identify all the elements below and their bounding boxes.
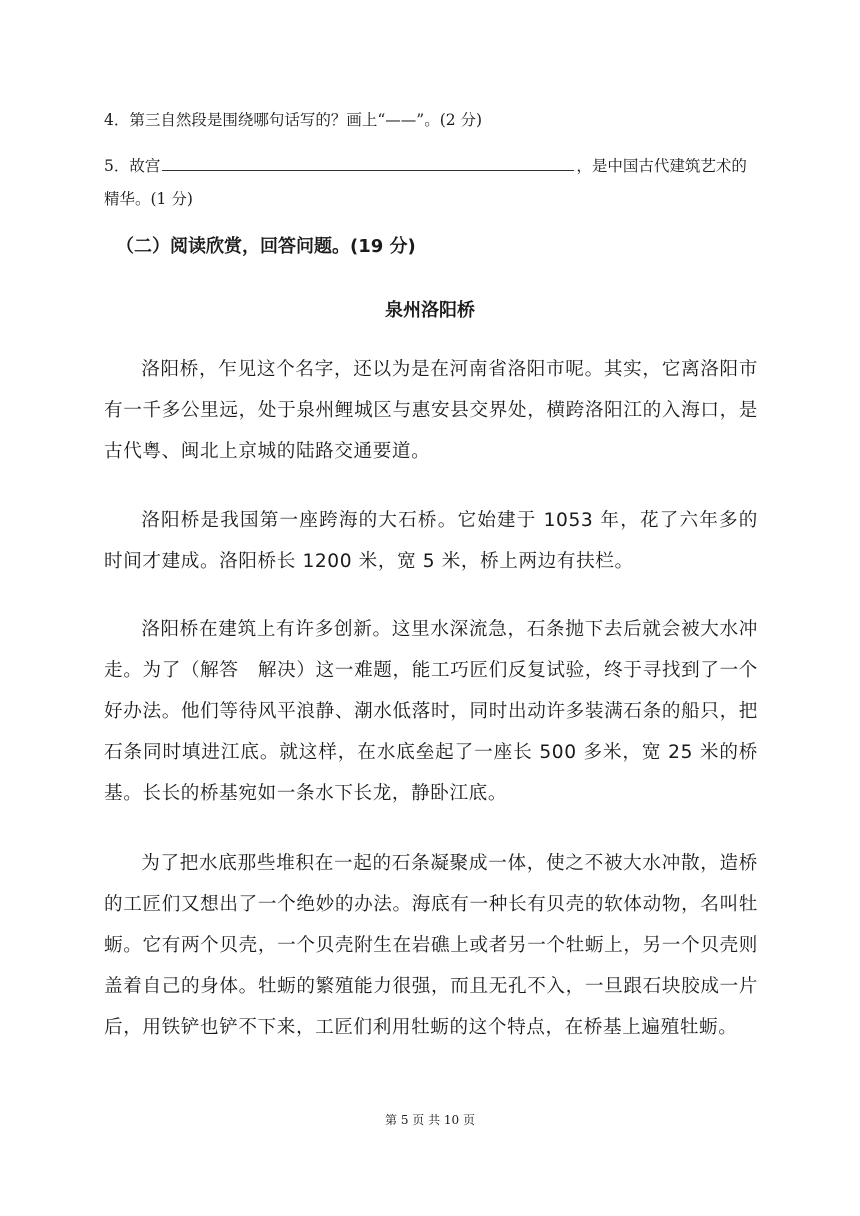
question-5 bbox=[104, 150, 760, 216]
article-title: 泉州洛阳桥 bbox=[385, 300, 475, 321]
question-4: 4．第三自然段是围绕哪句话写的？画上“——”。(2 分) bbox=[104, 111, 483, 129]
section-heading: （二）阅读欣赏，回答问题。(19 分) bbox=[116, 236, 416, 257]
question-5-suffix: ，是中国古代建筑艺术的精华。(1 分) bbox=[104, 157, 747, 208]
article-paragraph-4: 为了把水底那些堆积在一起的石条凝聚成一体，使之不被大水冲散，造桥的工匠们又想出了一个绝妙的办法。海底有一种长有贝壳的软体动物，名叫牡蛎。它有两个贝壳，一个贝壳附生在岩礁上或者另一个牡蛎上，另一个贝壳则盖着自己的身体。牡蛎的繁殖能力很强，而且无孔不入，一旦跟石块胶成一片后，用铁铲也铲不下来，工匠们利用牡蛎的这个特点，在桥基上遍殖牡蛎。 bbox=[104, 853, 758, 1038]
article-paragraph-2: 洛阳桥是我国第一座跨海的大石桥。它始建于 1053 年，花了六年多的时间才建成。洛阳桥长 1200 米，宽 5 米，桥上两边有扶栏。 bbox=[104, 510, 758, 572]
article-paragraph-1: 洛阳桥，乍见这个名字，还以为是在河南省洛阳市呢。其实，它离洛阳市有一千多公里远，处于泉州鲤城区与惠安县交界处，横跨洛阳江的入海口，是古代粤、闽北上京城的陆路交通要道。 bbox=[104, 359, 758, 462]
article-paragraph-3: 洛阳桥在建筑上有许多创新。这里水深流急，石条抛下去后就会被大水冲走。为了（解答 解决）这一难题，能工巧匠们反复试验，终于寻找到了一个好办法。他们等待风平浪静、潮水低落时，同时出动许多装满石条的船只，把石条同时填进江底。就这样，在水底垒起了一座长 500 多米，宽 25 米的桥基。长长的桥基宛如一条水下长龙，静卧江底。 bbox=[104, 619, 758, 804]
question-5-prefix: 5．故宫 bbox=[104, 157, 161, 175]
answer-blank[interactable] bbox=[162, 152, 574, 171]
page-footer: 第 5 页 共 10 页 bbox=[385, 1113, 475, 1127]
